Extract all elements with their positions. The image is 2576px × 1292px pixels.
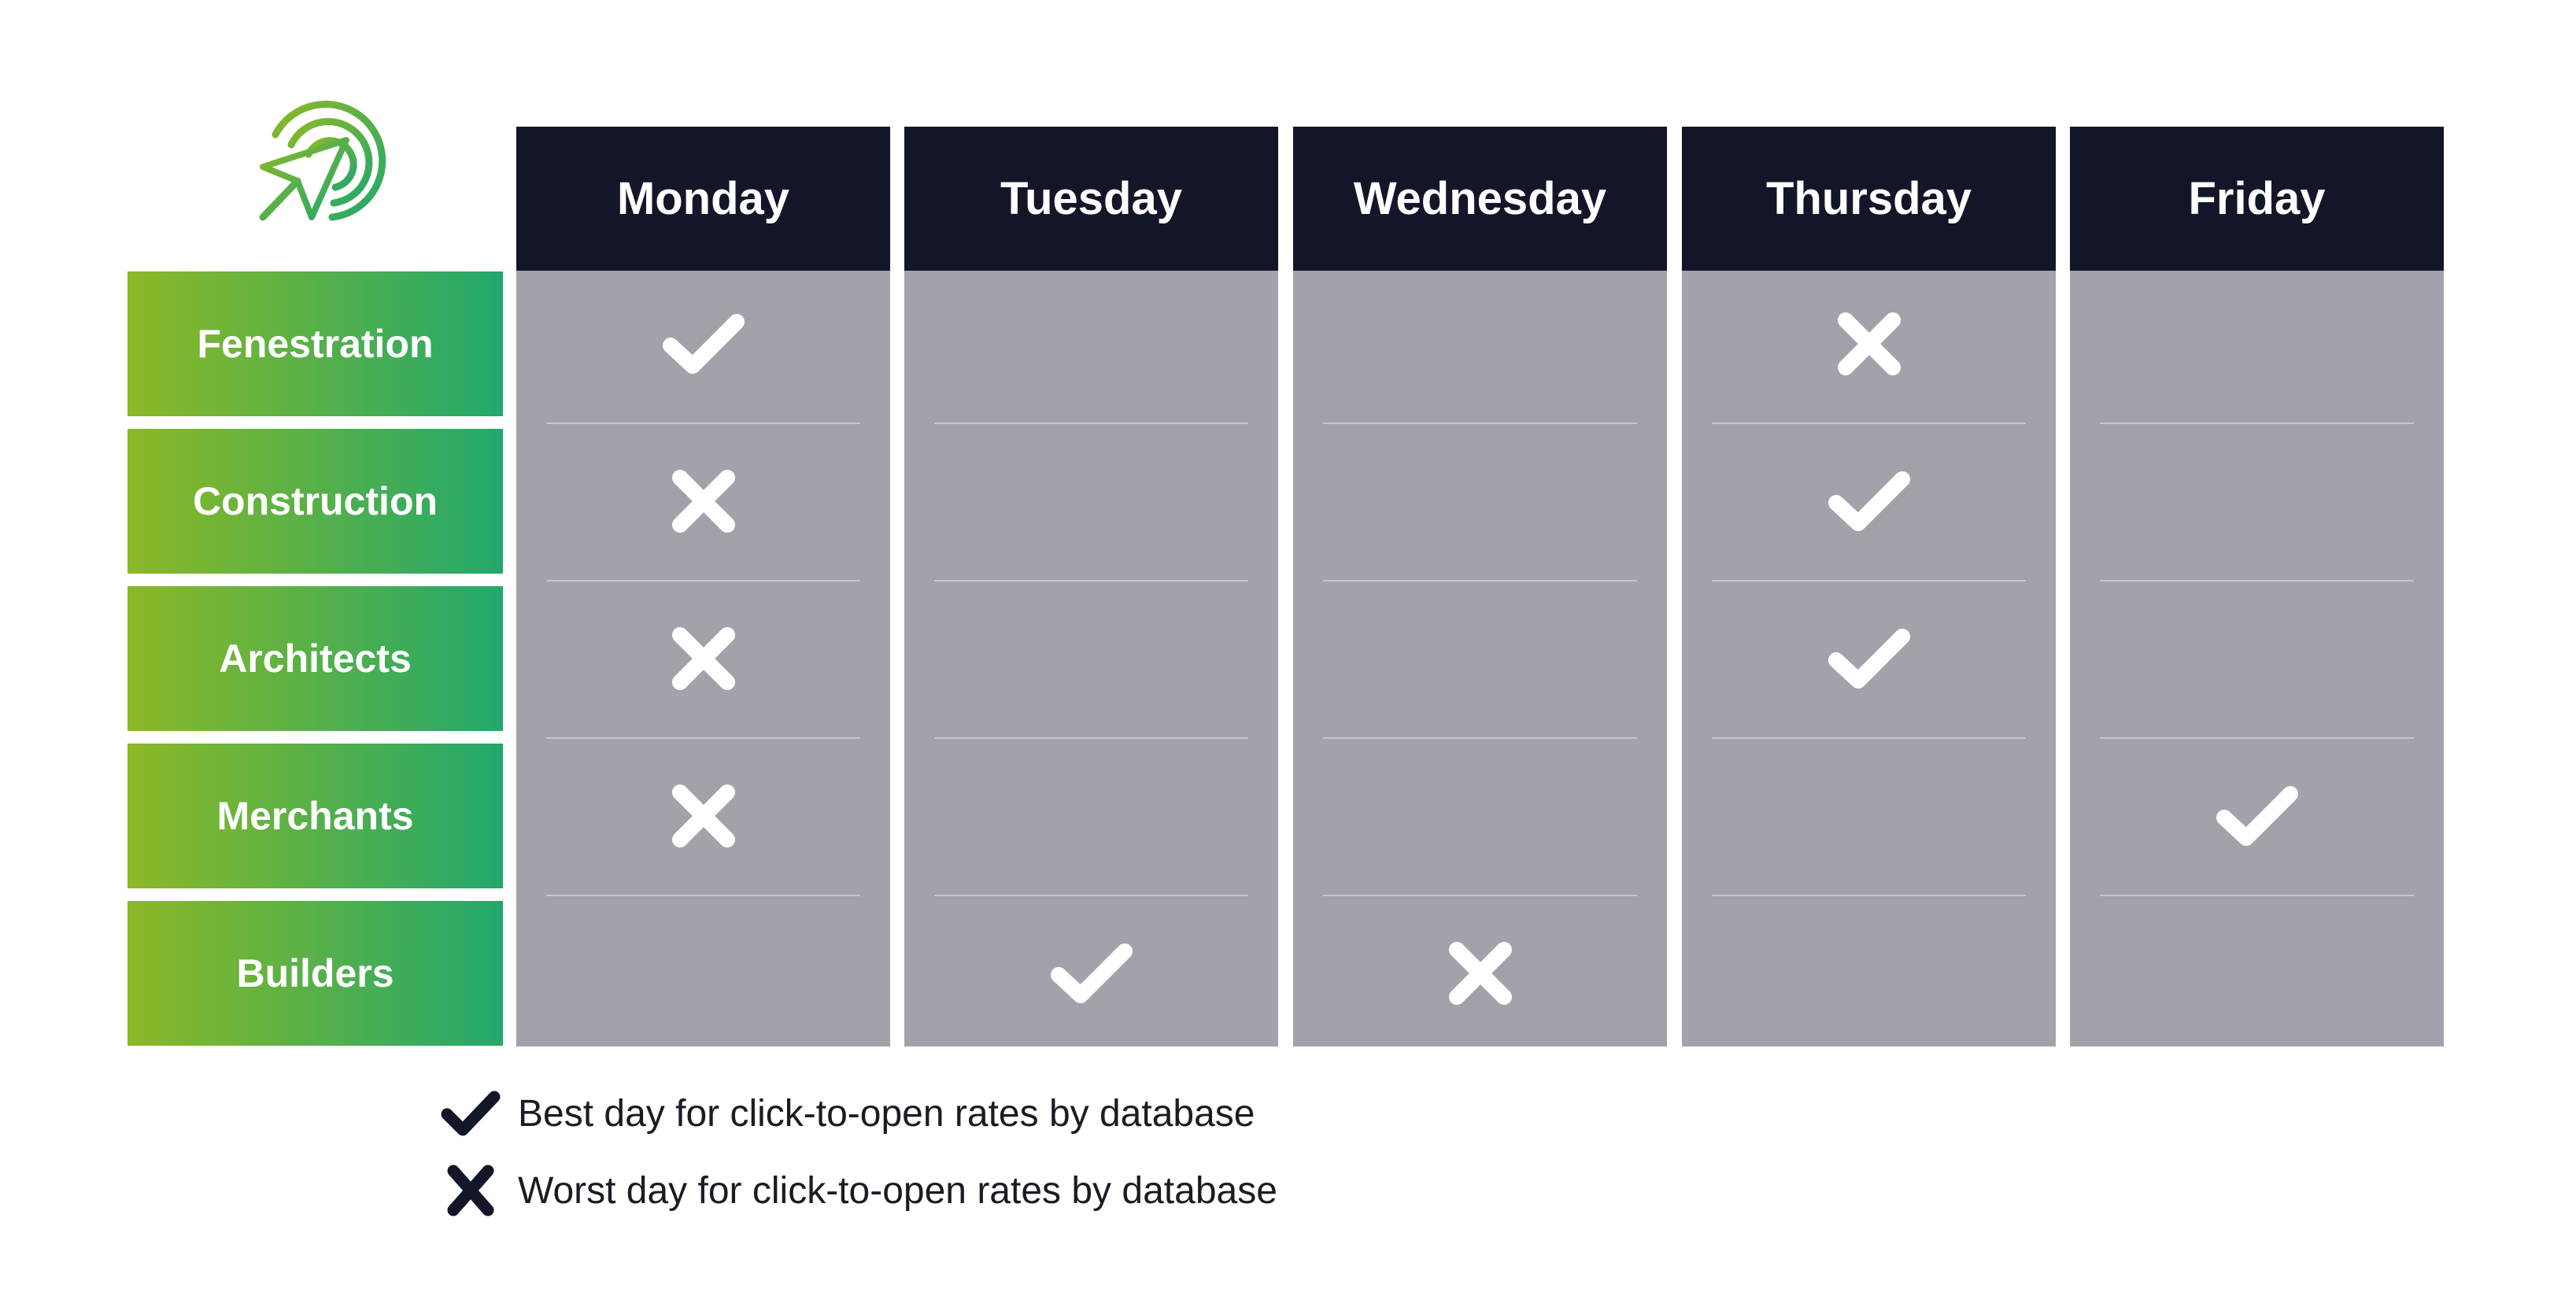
check-icon [439, 1086, 502, 1141]
column-thursday [1682, 127, 2056, 1047]
day-header: Friday [2070, 127, 2444, 271]
check-icon [2210, 769, 2304, 863]
row-divider [1323, 737, 1637, 739]
row-label-merchants: Merchants [128, 744, 503, 888]
row-divider [546, 423, 860, 424]
row-divider [2100, 895, 2414, 896]
check-icon [1822, 454, 1916, 548]
day-header: Monday [516, 127, 890, 271]
column-monday [516, 127, 890, 1047]
cross-icon [1822, 297, 1916, 391]
row-divider [2100, 737, 2414, 739]
row-divider [1712, 737, 2026, 739]
cross-icon [656, 454, 751, 548]
row-divider [546, 895, 860, 896]
cross-icon [656, 611, 751, 706]
row-divider [2100, 423, 2414, 424]
row-label-fenestration: Fenestration [128, 271, 503, 416]
column-wednesday [1293, 127, 1667, 1047]
cross-icon [439, 1163, 502, 1218]
day-header: Wednesday [1293, 127, 1667, 271]
row-divider [934, 580, 1248, 581]
target-cursor-logo-icon [253, 99, 395, 233]
legend-worst-text: Worst day for click-to-open rates by database [518, 1169, 1277, 1212]
row-divider [1712, 580, 2026, 581]
cross-icon [1433, 926, 1528, 1021]
row-label-builders: Builders [128, 901, 503, 1046]
row-divider [934, 737, 1248, 739]
column-friday [2070, 127, 2444, 1047]
row-divider [1712, 423, 2026, 424]
legend-best [439, 1086, 1255, 1141]
row-divider [546, 580, 860, 581]
row-divider [1712, 895, 2026, 896]
row-label-construction: Construction [128, 429, 503, 574]
legend-best-text: Best day for click-to-open rates by database [518, 1092, 1255, 1135]
check-icon [1044, 926, 1139, 1021]
row-divider [1323, 580, 1637, 581]
row-divider [546, 737, 860, 739]
cross-icon [656, 769, 751, 863]
day-header: Tuesday [904, 127, 1278, 271]
legend-worst [439, 1163, 1277, 1218]
row-divider [1323, 895, 1637, 896]
row-divider [2100, 580, 2414, 581]
row-divider [934, 895, 1248, 896]
row-divider [1323, 423, 1637, 424]
check-icon [656, 297, 751, 391]
column-tuesday [904, 127, 1278, 1047]
check-icon [1822, 611, 1916, 706]
row-divider [934, 423, 1248, 424]
row-label-architects: Architects [128, 586, 503, 731]
day-header: Thursday [1682, 127, 2056, 271]
